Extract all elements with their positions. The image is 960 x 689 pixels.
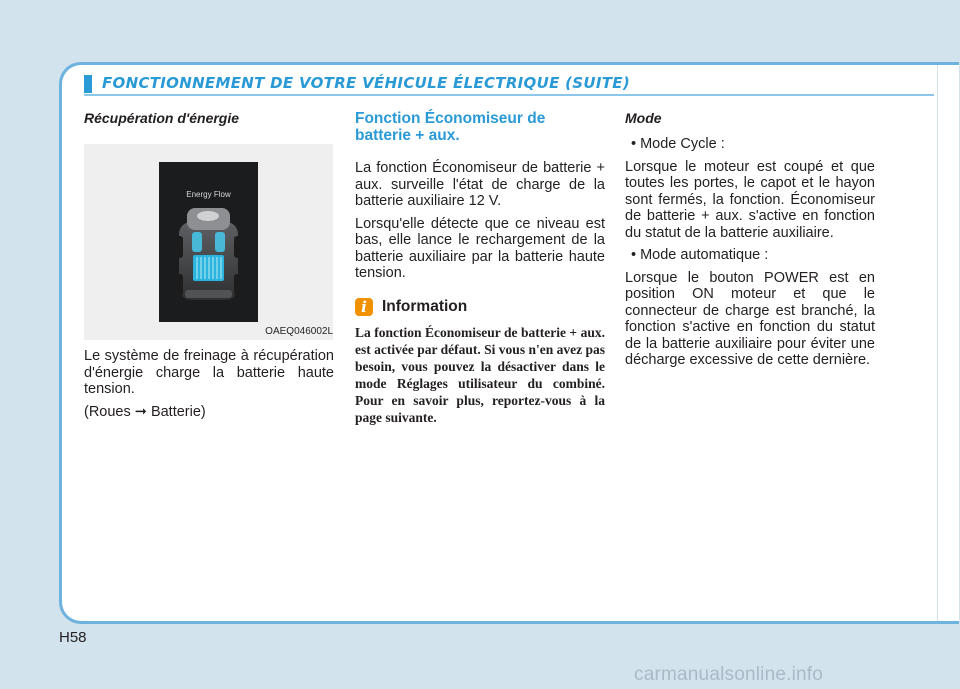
car-sensor <box>197 211 219 221</box>
heading-battery-saver: Fonction Économiseur de batterie + aux. <box>355 110 546 144</box>
header-underline <box>84 94 934 96</box>
column-battery-saver <box>355 110 605 426</box>
wheel-front-right <box>234 236 242 258</box>
bullet-cycle-mode: • Mode Cycle : <box>631 136 725 152</box>
information-title: Information <box>382 297 468 315</box>
watermark-link[interactable]: carmanualsonline.info <box>634 664 824 685</box>
figure-code: OAEQ046002L <box>265 326 333 337</box>
paragraph-cycle-mode: Lorsque le moteur est coupé et que toutes les portes, le capot et le hayon sont fermés, la fonction. Économiseur de batterie + aux. s'active en fonction du statut de la batterie auxiliaire. <box>625 158 875 241</box>
energy-flow-screen-title: Energy Flow <box>186 190 231 199</box>
paragraph-battery-saver-intro: La fonction Économiseur de batterie + aux. surveille l'état de charge de la batterie auxiliaire 12 V. <box>355 160 605 209</box>
battery-cells <box>197 257 221 279</box>
bullet-automatic-mode: • Mode automatique : <box>631 247 769 263</box>
paragraph-wheels-battery: (Roues ➞ Batterie) <box>84 403 206 420</box>
heading-energy-recovery: Récupération d'énergie <box>84 110 240 126</box>
wheel-rear-right <box>234 274 242 296</box>
flow-arrow-left <box>192 232 202 252</box>
wheel-rear-left <box>175 274 183 296</box>
heading-mode: Mode <box>625 110 662 126</box>
car-rear <box>185 290 232 298</box>
header-accent-bar <box>84 75 92 93</box>
energy-flow-figure <box>84 144 333 340</box>
car-illustration <box>159 162 258 322</box>
information-header <box>355 298 605 316</box>
paragraph-regen-braking: Le système de freinage à récupération d'énergie charge la batterie haute tension. <box>84 348 334 397</box>
paragraph-automatic-mode: Lorsque le bouton POWER est en position ON moteur et que le connecteur de charge est branché, la fonction s'active en fonction du statut de la batterie auxiliaire pour éviter une décharge excessive de cette dernière. <box>625 269 875 368</box>
page-number: H58 <box>59 629 87 646</box>
page-edge-rule <box>937 65 938 621</box>
column-energy-recovery <box>84 110 334 426</box>
energy-flow-screen <box>159 162 258 322</box>
column-mode <box>625 110 875 375</box>
wheel-front-left <box>175 236 183 258</box>
information-body: La fonction Économiseur de batterie + aux. est activée par défaut. Si vous n'en avez pas besoin, vous pouvez la désactiver dans le mode Réglages utilisateur du combiné. Pour en savoir plus, reportez-vous à la page suivante. <box>355 324 605 425</box>
information-icon: i <box>355 298 373 316</box>
paragraph-battery-saver-recharge: Lorsqu'elle détecte que ce niveau est bas, elle lance le rechargement de la batterie auxiliaire par la batterie haute tension. <box>355 215 605 281</box>
flow-arrow-right <box>215 232 225 252</box>
section-header-title: FONCTIONNEMENT DE VOTRE VÉHICULE ÉLECTRIQUE (SUITE) <box>102 74 631 92</box>
